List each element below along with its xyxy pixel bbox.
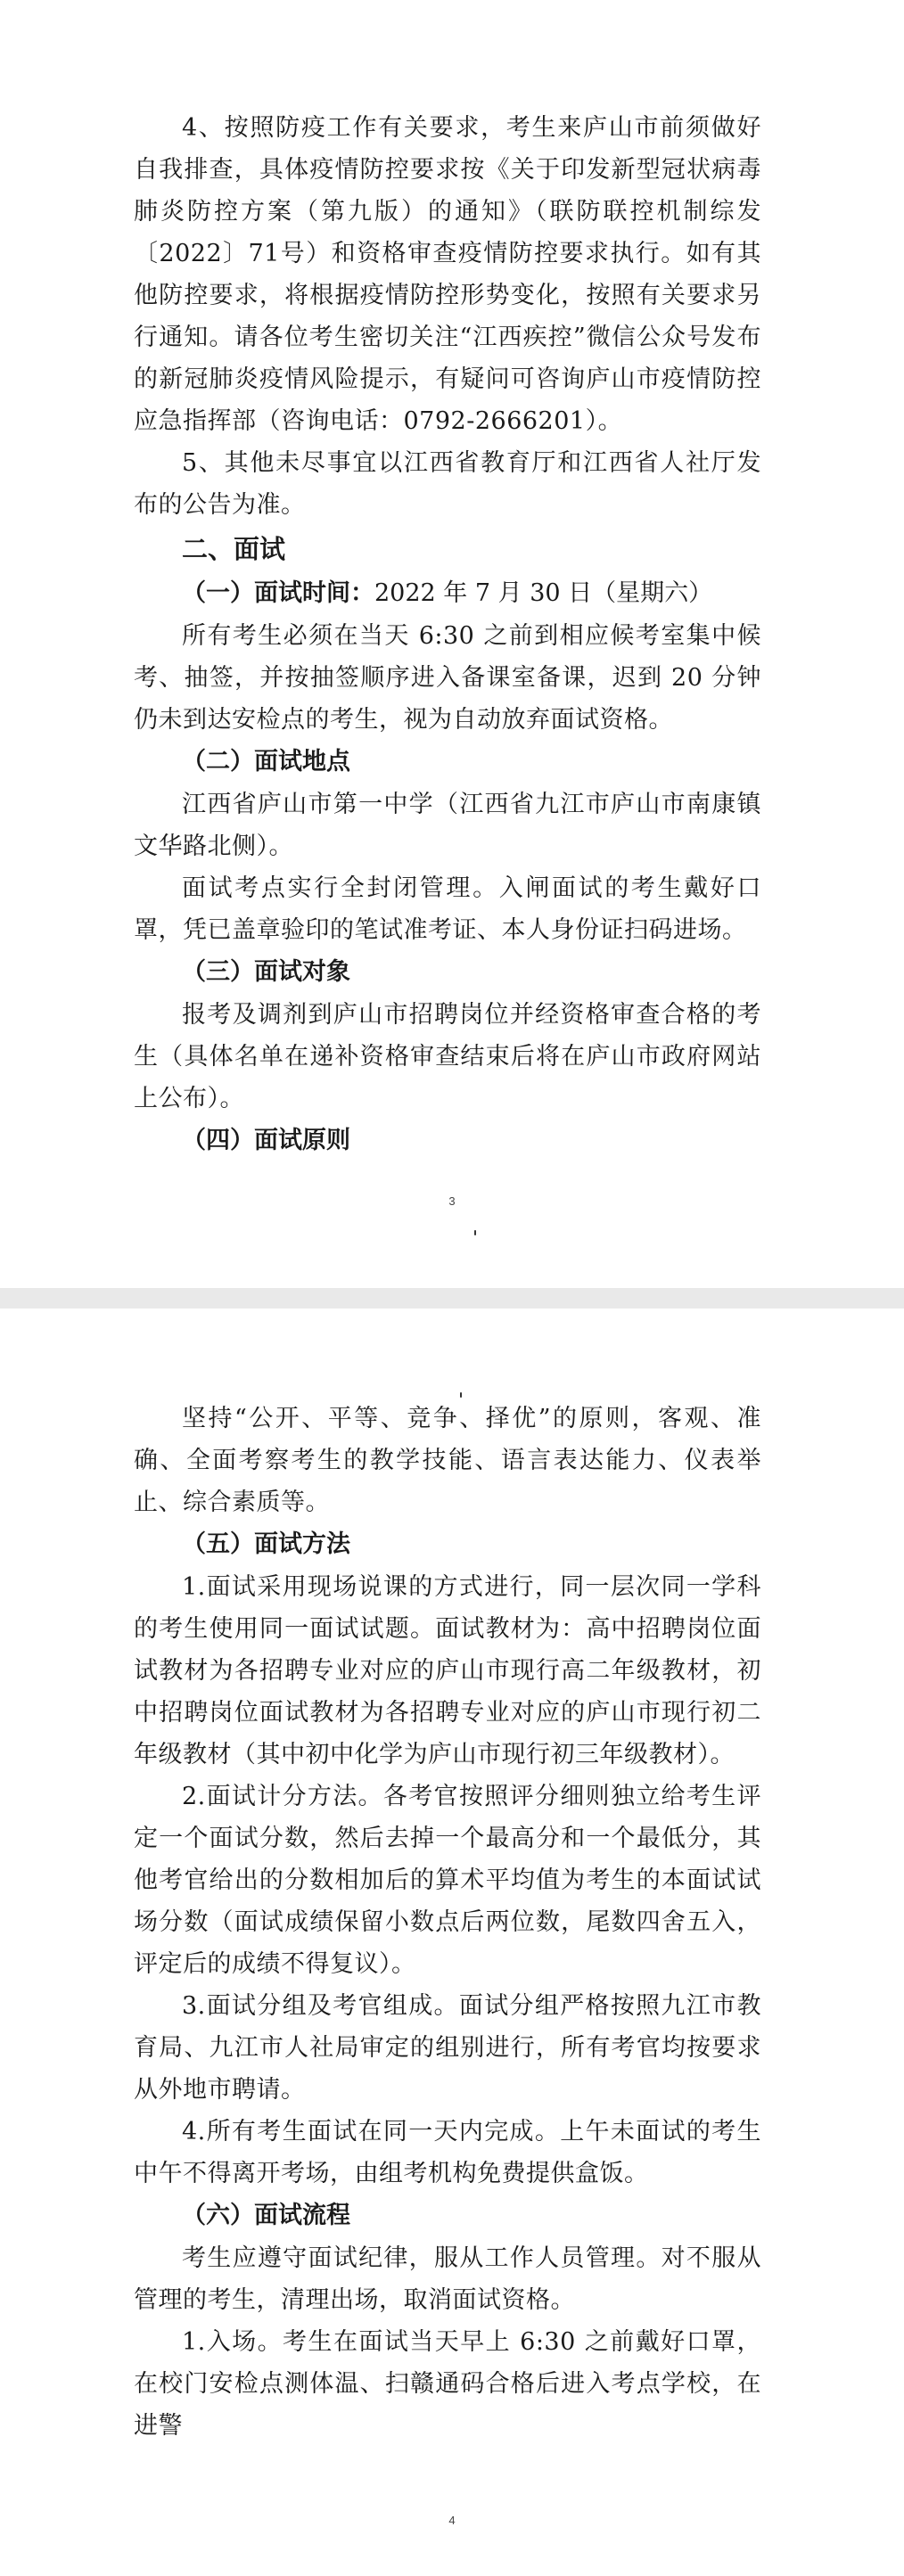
subheading-interview-location: （二）面试地点 [182,748,350,775]
subheading-interview-method: （五）面试方法 [182,1530,350,1558]
section-title-interview: 二、面试 [182,534,286,564]
paragraph-interview-discipline: 考生应遵守面试纪律，服从工作人员管理。对不服从管理的考生，清理出场，取消面试资格。 [134,2244,761,2314]
page-4-content [134,1398,761,2447]
page-number-3: 3 [448,1194,456,1208]
subheading-interview-candidates: （三）面试对象 [182,958,350,986]
paragraph-closed-management: 面试考点实行全封闭管理。入闸面试的考生戴好口罩，凭已盖章验印的笔试准考证、本人身份证扫码进场。 [134,874,761,944]
page-gap [0,1288,904,1309]
paragraph-other-matters: 5、其他未尽事宜以江西省教育厅和江西省人社厅发布的公告为准。 [134,449,761,519]
scan-speck [474,1230,476,1235]
document-page-4 [0,1309,904,2576]
method-item-3: 3.面试分组及考官组成。面试分组严格按照九江市教育局、九江市人社局审定的组别进行，所有考官均按要求从外地市聘请。 [134,1992,761,2104]
subheading-interview-process: （六）面试流程 [182,2202,350,2229]
page-3-content [134,107,761,1162]
method-item-4: 4.所有考生面试在同一天内完成。上午未面试的考生中午不得离开考场，由组考机构免费提供盒饭。 [134,2118,761,2187]
paragraph-interview-address: 江西省庐山市第一中学（江西省九江市庐山市南康镇文华路北侧）。 [134,791,761,860]
paragraph-interview-time: 所有考生必须在当天 6:30 之前到相应候考室集中候考、抽签，并按抽签顺序进入备课室备课，迟到 20 分钟仍未到达安检点的考生，视为自动放弃面试资格。 [134,622,761,734]
process-item-1: 1.入场。考生在面试当天早上 6:30 之前戴好口罩，在校门安检点测体温、扫赣通码合格后进入考点学校，在进警 [134,2328,761,2440]
paragraph-epidemic-requirements: 4、按照防疫工作有关要求，考生来庐山市前须做好自我排查，具体疫情防控要求按《关于印发新型冠状病毒肺炎防控方案（第九版）的通知》（联防联控机制综发〔2022〕71号）和资格审查疫情防控要求执行。如有其他防控要求，将根据疫情防控形势变化，按照有关要求另行通知。请各位考生密切关注“江西疾控”微信公众号发布的新冠肺炎疫情风险提示，有疑问可咨询庐山市疫情防控应急指挥部（咨询电话：0792-2666201）。 [134,114,761,435]
method-item-2: 2.面试计分方法。各考官按照评分细则独立给考生评定一个面试分数，然后去掉一个最高分和一个最低分，其他考官给出的分数相加后的算术平均值为考生的本面试试场分数（面试成绩保留小数点后两位数，尾数四舍五入，评定后的成绩不得复议）。 [134,1783,761,1978]
page-number-4: 4 [448,2514,456,2527]
method-item-1: 1.面试采用现场说课的方式进行，同一层次同一学科的考生使用同一面试试题。面试教材为：高中招聘岗位面试教材为各招聘专业对应的庐山市现行高二年级教材，初中招聘岗位面试教材为各招聘专业对应的庐山市现行初二年级教材（其中初中化学为庐山市现行初三年级教材）。 [134,1573,761,1768]
subheading-interview-time-label: （一）面试时间： [182,579,374,607]
interview-date: 2022 年 7 月 30 日（星期六） [374,579,713,607]
subheading-interview-time [134,572,761,615]
paragraph-principles: 坚持“公开、平等、竞争、择优”的原则，客观、准确、全面考察考生的教学技能、语言表达能力、仪表举止、综合素质等。 [134,1405,761,1516]
subheading-interview-principles: （四）面试原则 [182,1127,350,1154]
paragraph-interview-candidates: 报考及调剂到庐山市招聘岗位并经资格审查合格的考生（具体名单在递补资格审查结束后将在庐山市政府网站上公布）。 [134,1001,761,1112]
